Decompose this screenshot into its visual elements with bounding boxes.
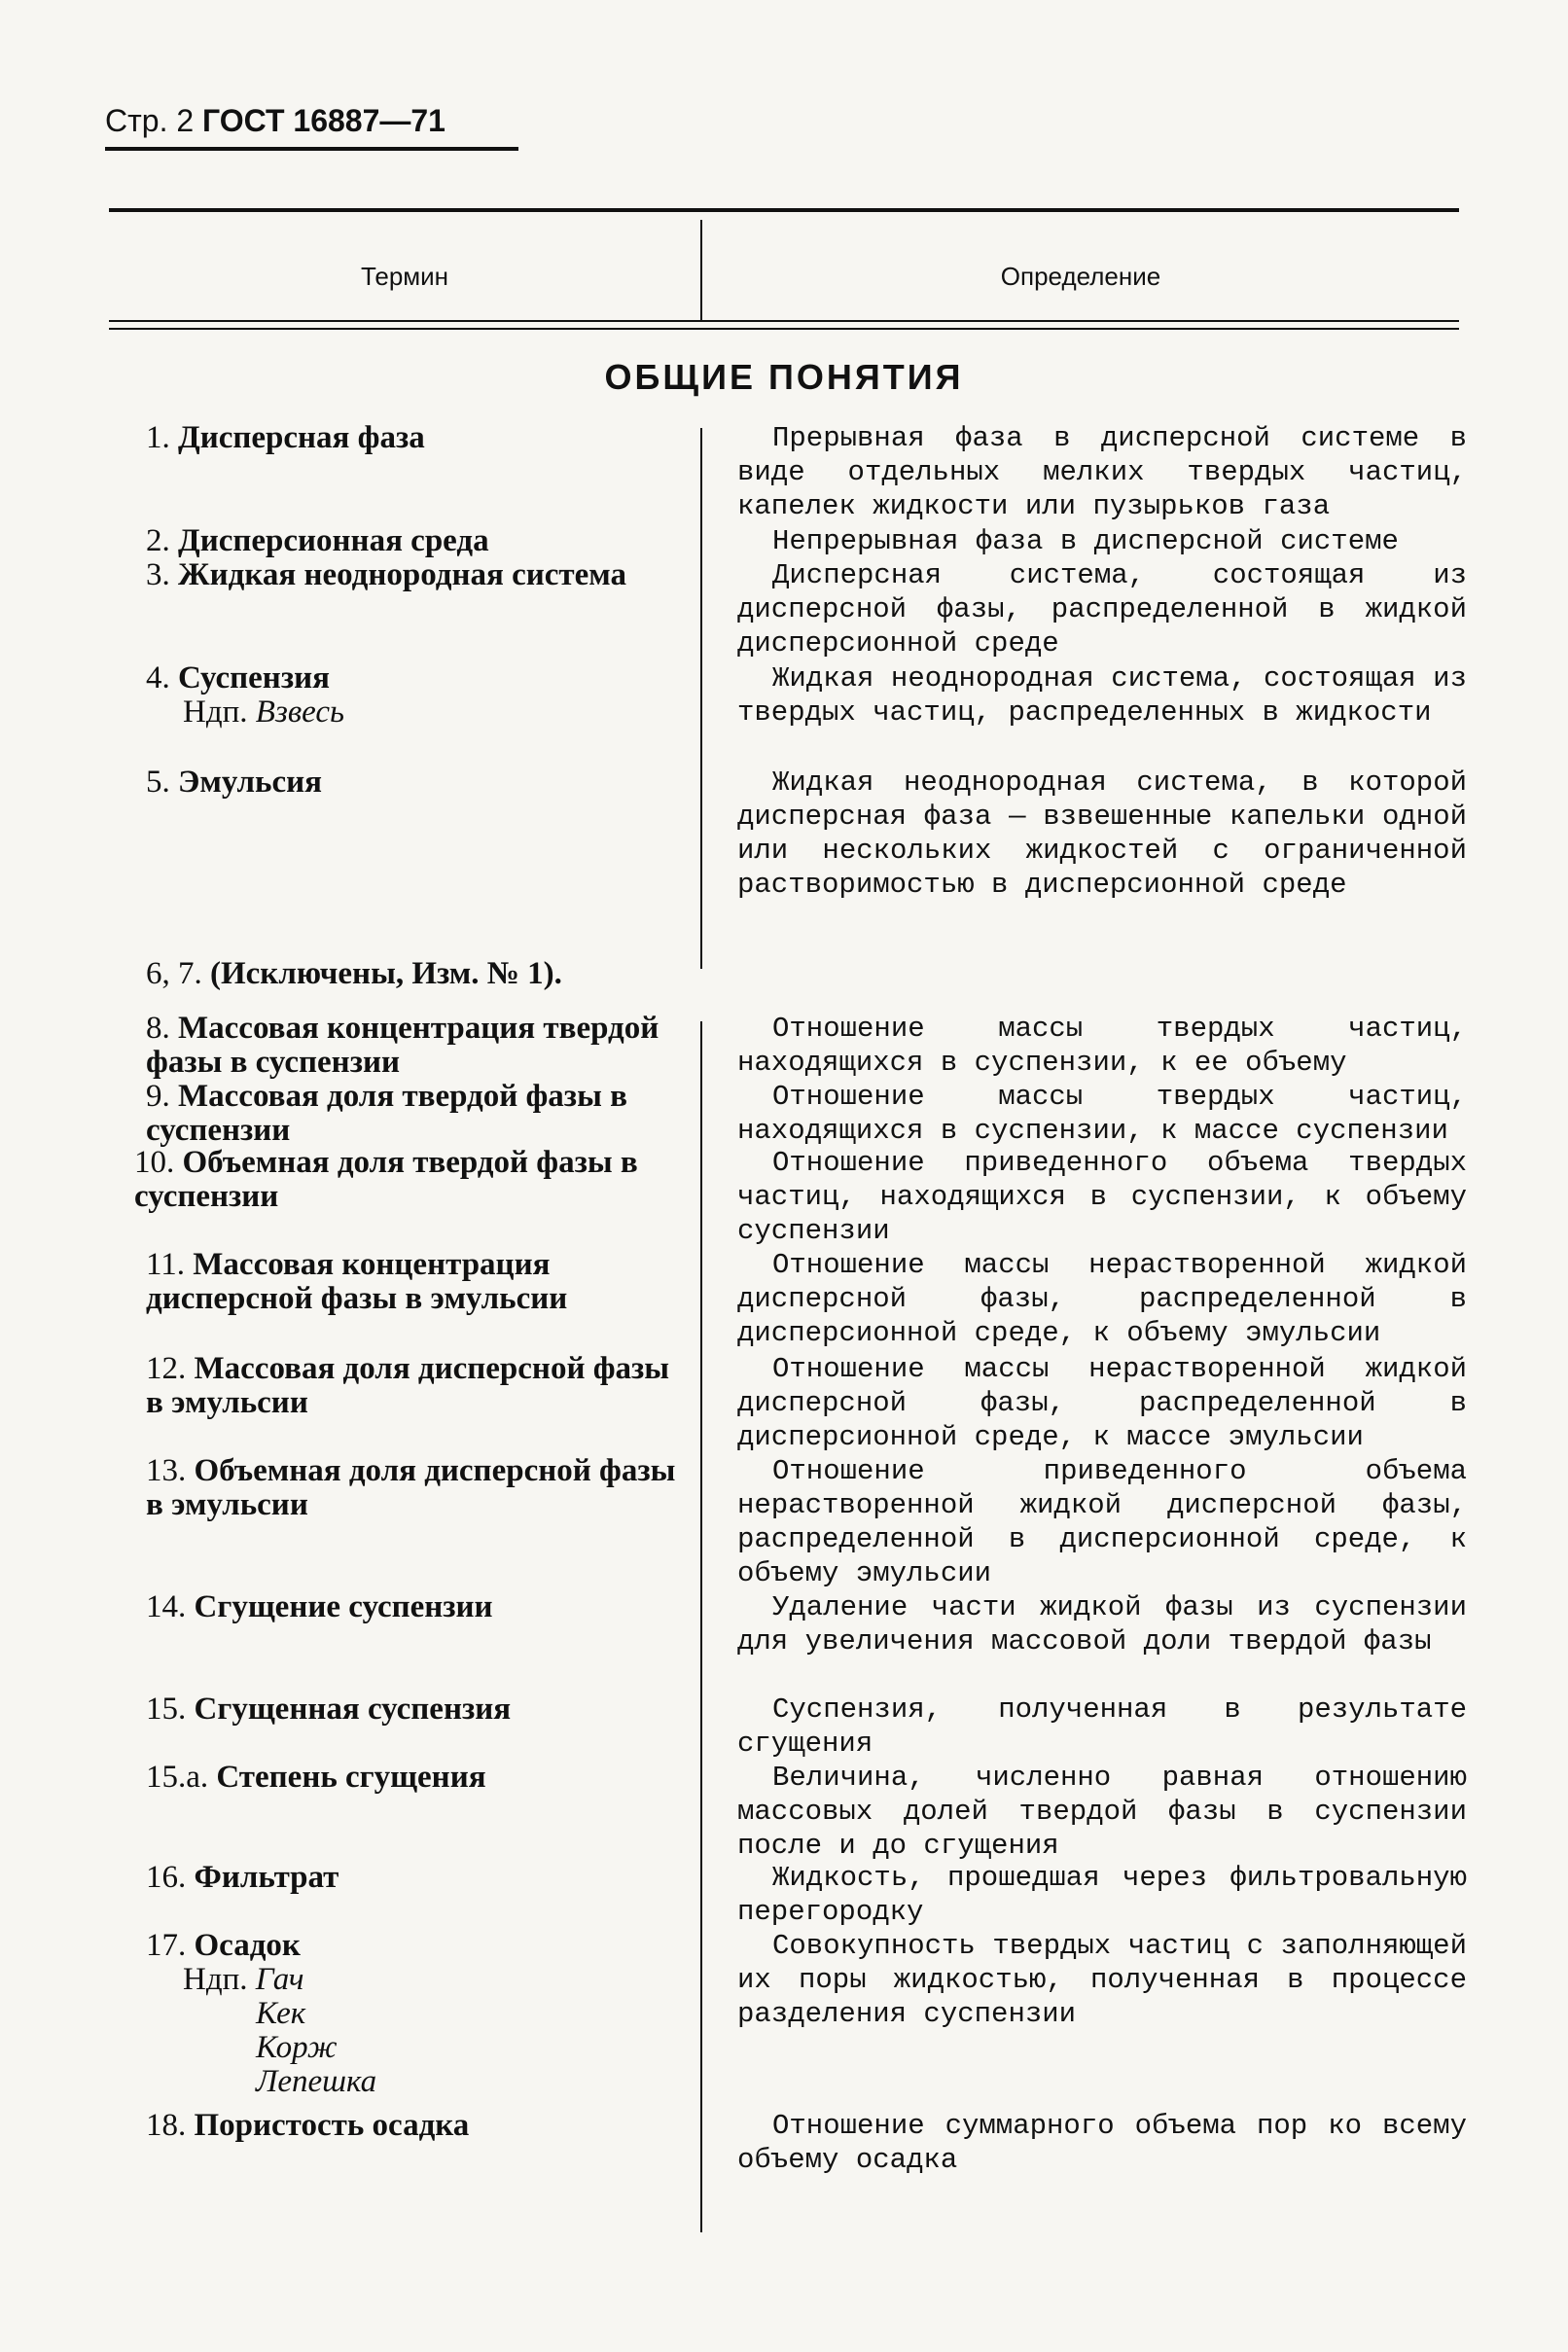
term-name: Фильтрат xyxy=(194,1860,339,1895)
term-line xyxy=(109,1761,689,1795)
term-line xyxy=(109,1080,689,1148)
term-name: Степень сгущения xyxy=(216,1760,486,1795)
term-name: Объемная доля дисперсной фазы в эмульсии xyxy=(146,1453,676,1522)
term-cell xyxy=(109,1454,689,1522)
definition-cell: Непрерывная фаза в дисперсной системе xyxy=(772,525,1399,557)
term-cell xyxy=(109,661,689,730)
definition-cell: Отношение массы твердых частиц, находящихся в суспензии, к ее объему xyxy=(737,1013,1467,1079)
section-title: ОБЩИЕ ПОНЯТИЯ xyxy=(604,357,964,397)
term-line xyxy=(109,661,689,695)
deprecated-term: Корж xyxy=(256,2030,338,2065)
term-number: 13. xyxy=(146,1453,187,1488)
term-name: (Исключены, Изм. № 1). xyxy=(210,956,562,991)
term-cell xyxy=(109,1352,689,1420)
term-number: 10. xyxy=(134,1145,175,1180)
term-line xyxy=(109,421,689,455)
term-number: 16. xyxy=(146,1860,187,1895)
definition-cell: Жидкая неоднородная система, в которой дисперсная фаза — взвешенные капельки одной или нескольких жидкостей с ограниченной растворимостью в дисперсионной среде xyxy=(737,766,1467,901)
term-cell xyxy=(109,524,689,558)
term-name: Массовая концентрация твердой фазы в суспензии xyxy=(146,1011,659,1080)
definition-cell: Отношение суммарного объема пор ко всему объему осадка xyxy=(737,2110,1467,2176)
deprecated-term: Взвесь xyxy=(255,695,345,730)
term-name: Жидкая неоднородная система xyxy=(178,557,627,592)
definition-cell: Отношение приведенного объема твердых частиц, находящихся в суспензии, к объему суспензии xyxy=(737,1147,1467,1247)
term-number: 2. xyxy=(146,523,170,558)
term-number: 18. xyxy=(146,2108,187,2143)
header-underline xyxy=(105,147,518,151)
term-cell xyxy=(109,1012,689,1080)
term-line xyxy=(109,1929,689,1963)
term-line xyxy=(109,957,689,991)
table-top-rule xyxy=(109,208,1459,212)
term-name: Сгущение суспензии xyxy=(194,1589,493,1624)
term-number: 1. xyxy=(146,420,170,455)
standard-number: ГОСТ 16887—71 xyxy=(202,103,445,138)
term-number: 4. xyxy=(146,660,170,695)
term-name: Массовая доля твердой фазы в суспензии xyxy=(146,1079,627,1148)
term-name: Эмульсия xyxy=(178,765,323,800)
term-cell xyxy=(109,1248,689,1316)
definition-cell: Удаление части жидкой фазы из суспензии для увеличения массовой доли твердой фазы xyxy=(737,1591,1467,1657)
definition-cell: Дисперсная система, состоящая из дисперсной фазы, распределенной в жидкой дисперсионной среде xyxy=(737,559,1467,659)
term-name: Дисперсная фаза xyxy=(178,420,425,455)
term-number: 17. xyxy=(146,1928,187,1963)
term-cell xyxy=(109,1693,689,1727)
term-number: 15. xyxy=(146,1692,187,1727)
term-cell xyxy=(109,1761,689,1795)
term-cell xyxy=(109,2109,689,2143)
page-header xyxy=(105,101,445,140)
deprecated-term: Лепешка xyxy=(256,2064,377,2099)
term-number: 14. xyxy=(146,1589,187,1624)
term-line xyxy=(109,1590,689,1624)
term-line xyxy=(109,1012,689,1080)
term-line xyxy=(109,1146,689,1214)
term-name: Дисперсионная среда xyxy=(178,523,489,558)
column-separator-body-2 xyxy=(700,1021,702,2232)
term-line xyxy=(109,1454,689,1522)
term-line xyxy=(109,766,689,800)
deprecated-synonyms xyxy=(109,695,689,730)
deprecated-synonyms xyxy=(109,1963,689,2099)
term-number: 12. xyxy=(146,1351,187,1386)
term-cell xyxy=(109,1861,689,1895)
page-label: Стр. 2 xyxy=(105,103,195,138)
deprecated-term: Гач xyxy=(255,1962,304,1997)
deprecated-term: Кек xyxy=(256,1996,306,2031)
term-name: Сгущенная суспензия xyxy=(194,1692,512,1727)
definition-cell: Величина, численно равная отношению массовых долей твердой фазы в суспензии после и до сгущения xyxy=(737,1762,1467,1862)
term-number: 6, 7. xyxy=(146,956,202,991)
term-number: 3. xyxy=(146,557,170,592)
term-name: Суспензия xyxy=(178,660,330,695)
definition-cell: Жидкая неоднородная система, состоящая из твердых частиц, распределенных в жидкости xyxy=(737,662,1467,729)
column-header-definition: Определение xyxy=(1000,262,1161,291)
definition-cell: Совокупность твердых частиц с заполняющей их поры жидкостью, полученная в процессе разделения суспензии xyxy=(737,1930,1467,2030)
term-name: Объемная доля твердой фазы в суспензии xyxy=(134,1145,638,1214)
table-header-rule-2 xyxy=(109,328,1459,330)
term-number: 9. xyxy=(146,1079,170,1114)
definition-cell: Жидкость, прошедшая через фильтровальную перегородку xyxy=(737,1862,1467,1928)
term-number: 5. xyxy=(146,765,170,800)
term-line xyxy=(109,524,689,558)
term-name: Осадок xyxy=(194,1928,301,1963)
definition-cell: Прерывная фаза в дисперсной системе в виде отдельных мелких твердых частиц, капелек жидкости или пузырьков газа xyxy=(737,422,1467,522)
definition-cell: Отношение массы твердых частиц, находящихся в суспензии, к массе суспензии xyxy=(737,1081,1467,1147)
definition-cell: Отношение приведенного объема нерастворенной жидкой дисперсной фазы, распределенной в дисперсионной среде, к объему эмульсии xyxy=(737,1455,1467,1589)
term-number: 11. xyxy=(146,1247,186,1282)
term-cell xyxy=(109,766,689,800)
term-line xyxy=(109,1693,689,1727)
term-cell xyxy=(109,1929,689,2099)
definition-cell: Суспензия, полученная в результате сгущения xyxy=(737,1693,1467,1760)
column-header-term: Термин xyxy=(360,262,449,291)
term-line xyxy=(109,1352,689,1420)
term-number: 8. xyxy=(146,1011,170,1046)
column-separator-body-1 xyxy=(700,428,702,969)
term-cell xyxy=(109,1146,689,1214)
column-separator-header xyxy=(700,220,702,321)
term-cell xyxy=(109,421,689,455)
term-name: Пористость осадка xyxy=(194,2108,470,2143)
definition-cell: Отношение массы нерастворенной жидкой дисперсной фазы, распределенной в дисперсионной среде, к массе эмульсии xyxy=(737,1353,1467,1453)
term-line xyxy=(109,1861,689,1895)
term-cell xyxy=(109,558,689,592)
term-cell xyxy=(109,1080,689,1148)
term-cell xyxy=(109,1590,689,1624)
deprecated-label: Ндп. xyxy=(183,1962,248,1997)
term-line xyxy=(109,2109,689,2143)
definition-cell: Отношение массы нерастворенной жидкой дисперсной фазы, распределенной в дисперсионной среде, к объему эмульсии xyxy=(737,1249,1467,1349)
deprecated-label: Ндп. xyxy=(183,695,248,730)
term-line xyxy=(109,558,689,592)
term-number: 15.а. xyxy=(146,1760,209,1795)
table-header-rule-1 xyxy=(109,320,1459,322)
term-line xyxy=(109,1248,689,1316)
term-name: Массовая доля дисперсной фазы в эмульсии xyxy=(146,1351,670,1420)
term-name: Массовая концентрация дисперсной фазы в эмульсии xyxy=(146,1247,568,1316)
term-cell xyxy=(109,957,689,991)
